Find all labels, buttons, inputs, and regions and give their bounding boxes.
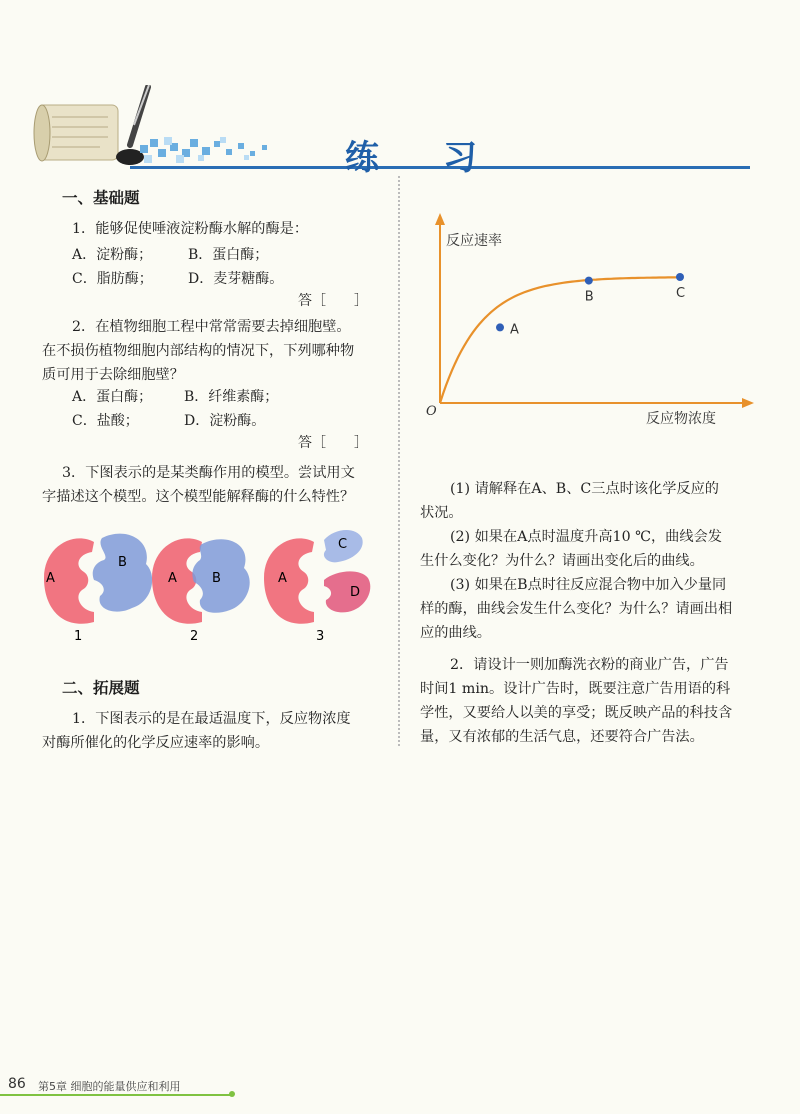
label-a: A [46,571,55,586]
q2-option-c: C．盐酸； [72,413,139,429]
q2-stem-line3: 质可用于去除细胞壁？ [42,367,184,383]
panel-number-2: 2 [190,629,199,644]
enzyme-model-figure [34,526,384,646]
subq3-line1: (3) 如果在B点时往反应混合物中加入少量同 [450,577,727,593]
q1-stem: 1．能够促使唾液淀粉酶水解的酶是： [72,221,309,237]
panel-number-1: 1 [74,629,83,644]
subq1-line2: 状况。 [420,505,463,521]
q3-stem-line1: 3．下图表示的是某类酶作用的模型。尝试用文 [62,465,355,481]
rate-curve [440,277,680,403]
point-b [585,277,593,285]
subq3-line3: 应的曲线。 [420,625,491,641]
footer-rule [0,1094,232,1096]
q1-answer-bracket: 答［ ］ [298,293,368,309]
chart-points [496,273,685,337]
point-label-a: A [510,322,519,338]
section-heading-basic: 一、基础题 [62,189,140,207]
x-axis-arrow [742,398,754,408]
q1-option-d: D．麦芽糖酶。 [188,271,284,287]
point-label-b: B [584,289,594,305]
enzyme-panel-2 [152,538,250,623]
pixel-band-decoration [140,135,280,165]
q2-option-d: D．淀粉酶。 [184,413,266,429]
q3-stem-line2: 字描述这个模型。这个模型能解释酶的什么特性？ [42,489,355,505]
point-a [496,323,504,331]
subq2-line2: 生什么变化？为什么？请画出变化后的曲线。 [420,553,704,569]
subq2-line1: (2) 如果在A点时温度升高10 ℃，曲线会发 [450,529,722,545]
q2-stem-line2: 在不损伤植物细胞内部结构的情况下，下列哪种物 [42,343,355,359]
origin-label: O [426,404,437,419]
q2-stem-line1: 2．在植物细胞工程中常常需要去掉细胞壁。 [72,319,351,335]
ext-q2-line2: 时间1 min。设计广告时，既要注意广告用语的科 [420,681,731,697]
y-axis-label: 反应速率 [446,233,502,249]
point-c [676,273,684,281]
ext-q1-line1: 1．下图表示的是在最适温度下，反应物浓度 [72,711,351,727]
ext-q2-line3: 学性，又要给人以美的享受；既反映产品的科技含 [420,705,733,721]
substrate-b-shape [93,534,152,612]
ext-q1-line2: 对酶所催化的化学反应速率的影响。 [42,735,270,751]
section-heading-extension: 二、拓展题 [62,679,140,697]
q1-option-c: C．脂肪酶； [72,271,153,287]
q2-option-a: A．蛋白酶； [72,389,153,405]
label-b: B [212,571,221,586]
x-axis-label: 反应物浓度 [646,411,716,427]
q2-option-b: B．纤维素酶； [184,389,279,405]
y-axis-arrow [435,213,445,225]
product-d-shape [324,571,370,612]
q1-option-a: A．淀粉酶； [72,247,153,263]
enzyme-panel-1 [44,534,152,624]
label-a: A [278,571,287,586]
ext-q2-line1: 2．请设计一则加酶洗衣粉的商业广告，广告 [450,657,729,673]
panel-number-3: 3 [316,629,325,644]
page-title: 练 习 [345,138,503,178]
enzyme-panel-3 [264,530,370,624]
footer-dot [229,1091,235,1097]
label-a: A [168,571,177,586]
label-c: C [338,537,348,552]
chapter-title: 第5章 细胞的能量供应和利用 [38,1080,181,1093]
page-number: 86 [8,1076,26,1092]
q1-option-b: B．蛋白酶； [188,247,269,263]
q2-answer-bracket: 答［ ］ [298,435,368,451]
subq3-line2: 样的酶，曲线会发生什么变化？为什么？请画出相 [420,601,733,617]
ext-q2-line4: 量，又有浓郁的生活气息，还要符合广告法。 [420,729,704,745]
label-b: B [118,555,127,570]
column-divider [398,176,400,746]
point-label-c: C [676,286,686,301]
label-d: D [350,585,361,600]
reaction-rate-chart [410,205,770,435]
subq1-line1: (1) 请解释在A、B、C三点时该化学反应的 [450,481,719,497]
